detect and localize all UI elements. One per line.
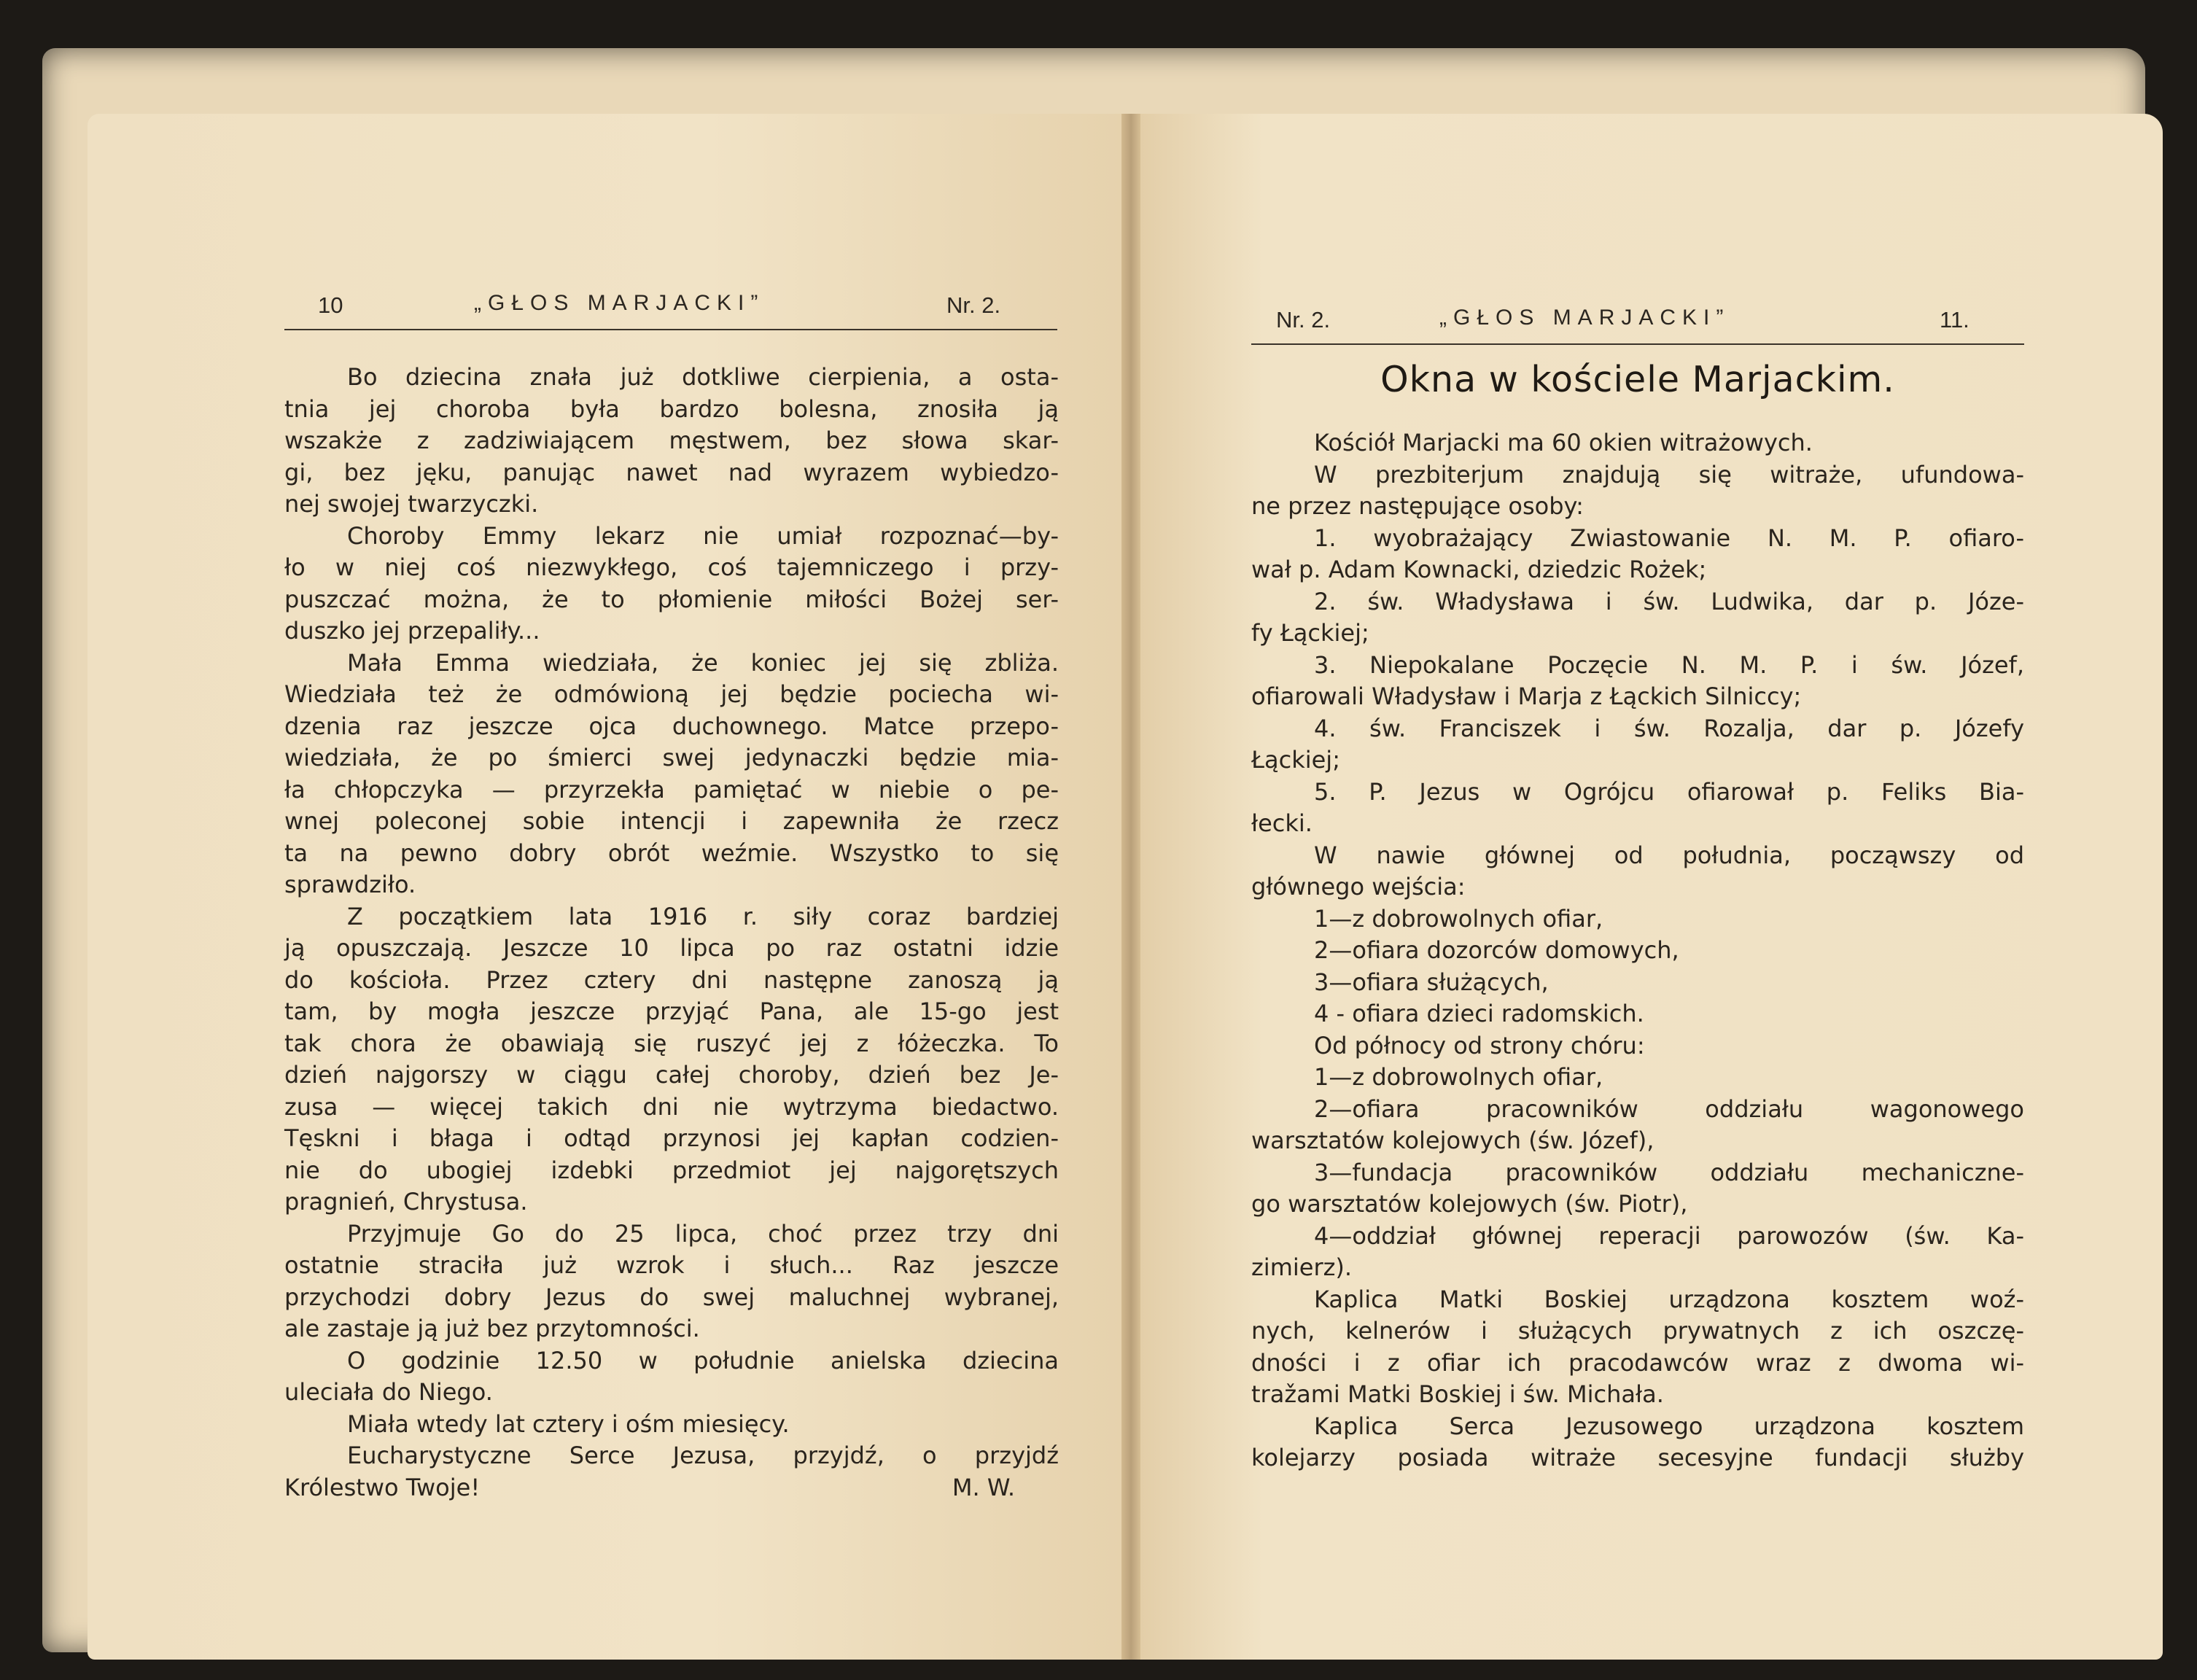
text-line: Bo dziecina znała już dotkliwe cierpienia, a osta-	[347, 363, 1059, 391]
text-line: W prezbiterjum znajdują się witraże, ufundowa-	[1314, 460, 2024, 489]
text-line: Eucharystyczne Serce Jezusa, przyjdź, o przyjdź	[347, 1442, 1059, 1469]
text-line: 5. P. Jezus w Ogrójcu ofiarował p. Feliks Bia-	[1314, 777, 2024, 806]
right-running-header	[1140, 307, 2163, 351]
text-line: Mała Emma wiedziała, że koniec jej się zbliża.	[347, 648, 1059, 677]
text-line: 4—oddział głównej reperacji parowozów (św. Ka-	[1314, 1221, 2024, 1250]
text-line: dności i z ofiar ich pracodawców wraz z dwoma wi-	[1251, 1348, 2024, 1377]
text-line: dzenia raz jeszcze ojca duchownego. Matce przepo-	[284, 712, 1059, 740]
text-line: do kościoła. Przez cztery dni następne zanoszą ją	[284, 965, 1059, 994]
text-line: warsztatów kolejowych (św. Józef),	[1251, 1127, 1654, 1154]
text-line: Łąckiej;	[1251, 746, 1340, 774]
text-line: 1—z dobrowolnych ofiar,	[1314, 1063, 1603, 1091]
text-line: 4. św. Franciszek i św. Rozalja, dar p. Józefy	[1314, 714, 2024, 742]
article-title: Okna w kościele Marjackim.	[1380, 359, 1895, 400]
book-gutter	[1121, 114, 1140, 1660]
left-body-text	[284, 362, 1059, 1504]
text-line: zimierz).	[1251, 1253, 1353, 1281]
text-line: ją opuszczają. Jeszcze 10 lipca po raz ostatni idzie	[284, 934, 1059, 962]
text-line: wał p. Adam Kownacki, dziedzic Rożek;	[1251, 556, 1707, 583]
closing-line	[284, 1472, 1059, 1504]
text-line: ła chłopczyka — przyrzekła pamiętać w niebie o pe-	[284, 775, 1059, 804]
text-line: tražami Matki Boskiej i św. Michała.	[1251, 1380, 1664, 1408]
header-rule	[1251, 343, 2024, 345]
page-number: 10	[318, 292, 343, 318]
text-line: Miała wtedy lat cztery i ośm miesięcy.	[347, 1409, 790, 1438]
text-line: głównego wejścia:	[1251, 873, 1466, 901]
text-line: 2—ofiara pracowników oddziału wagonowego	[1314, 1094, 2024, 1123]
text-line: ło w niej coś niezwykłego, coś tajemniczego i przy-	[284, 553, 1059, 581]
text-line: 3—ofiara służących,	[1314, 968, 1549, 996]
right-page	[1140, 114, 2163, 1660]
text-line: O godzinie 12.50 w południe anielska dziecina	[347, 1346, 1059, 1374]
text-line: 2. św. Władysława i św. Ludwika, dar p. Józe-	[1314, 587, 2024, 615]
text-line: gi, bez jęku, panując nawet nad wyrazem wybiedzo-	[284, 458, 1059, 486]
text-line: tnia jej choroba była bardzo bolesna, znosiła ją	[284, 394, 1059, 423]
text-line: Kościół Marjacki ma 60 okien witrażowych.	[1314, 429, 1813, 456]
text-line: 3—fundacja pracowników oddziału mechaniczne-	[1314, 1158, 2024, 1186]
text-line: 2—ofiara dozorców domowych,	[1314, 936, 1679, 964]
text-line: 3. Niepokalane Poczęcie N. M. P. i św. Józef,	[1314, 650, 2024, 679]
closing-text: Królestwo Twoje!	[284, 1473, 481, 1501]
text-line: Choroby Emmy lekarz nie umiał rozpoznać—by-	[347, 521, 1059, 550]
text-line: Wiedziała też że odmówioną jej będzie pociecha wi-	[284, 680, 1059, 708]
text-line: tam, by mogła jeszcze przyjąć Pana, ale 15-go jest	[284, 998, 1059, 1025]
book-spread	[42, 48, 2145, 1652]
text-line: nej swojej twarzyczki.	[284, 490, 539, 518]
text-line: sprawdziło.	[284, 871, 416, 898]
left-page	[88, 114, 1121, 1660]
text-line: tak chora że obawiają się ruszyć jej z łóżeczka. To	[284, 1029, 1059, 1057]
text-line: 1—z dobrowolnych ofiar,	[1314, 904, 1603, 933]
author-signature: M. W.	[952, 1473, 1015, 1501]
text-line: dzień najgorszy w ciągu całej choroby, dzień bez Je-	[284, 1061, 1059, 1089]
text-line: ofiarowali Władysław i Marja z Łąckich Silniccy;	[1251, 682, 1802, 710]
text-line: uleciała do Niego.	[284, 1378, 493, 1406]
text-line: ta na pewno dobry obrót weźmie. Wszystko to się	[284, 839, 1059, 867]
text-line: duszko jej przepaliły...	[284, 617, 540, 645]
issue-number: Nr. 2.	[946, 292, 1001, 318]
text-line: Tęskni i błaga i odtąd przynosi jej kapłan codzien-	[284, 1124, 1059, 1152]
text-line: Od północy od strony chóru:	[1314, 1031, 1645, 1059]
text-line: 4 - ofiara dzieci radomskich.	[1314, 1000, 1644, 1027]
text-line: łecki.	[1251, 809, 1313, 837]
text-line: nych, kelnerów i służących prywatnych z ich oszczę-	[1251, 1317, 2024, 1345]
issue-number: Nr. 2.	[1276, 307, 1331, 332]
text-line: Z początkiem lata 1916 r. siły coraz bardziej	[347, 902, 1059, 930]
text-line: ale zastaje ją już bez przytomności.	[284, 1315, 700, 1342]
left-running-header	[88, 292, 1121, 336]
text-line: Kaplica Serca Jezusowego urządzona kosztem	[1314, 1412, 2024, 1440]
text-line: wszakże z zadziwiającem męstwem, bez słowa skar-	[284, 427, 1059, 454]
running-title: „GŁOS MARJACKI”	[1439, 306, 1730, 330]
text-line: fy Łąckiej;	[1251, 619, 1369, 647]
text-line: wiedziała, że po śmierci swej jedynaczki będzie mia-	[284, 744, 1059, 771]
right-body-text	[1251, 427, 2024, 1474]
text-line: ostatnie straciła już wzrok i słuch... Raz jeszcze	[284, 1251, 1059, 1279]
header-rule	[284, 329, 1057, 330]
page-number: 11.	[1940, 307, 1969, 332]
running-title: „GŁOS MARJACKI”	[474, 291, 765, 315]
text-line: wnej poleconej sobie intencji i zapewniła że rzecz	[284, 807, 1059, 835]
text-line: przychodzi dobry Jezus do swej maluchnej wybranej,	[284, 1283, 1059, 1311]
text-line: ne przez następujące osoby:	[1251, 492, 1584, 520]
text-line: W nawie głównej od południa, począwszy od	[1314, 841, 2024, 869]
text-line: Przyjmuje Go do 25 lipca, choć przez trzy dni	[347, 1219, 1059, 1248]
text-line: pragnień, Chrystusa.	[284, 1188, 528, 1216]
text-line: zusa — więcej takich dni nie wytrzyma biedactwo.	[284, 1092, 1059, 1121]
text-line: Kaplica Matki Boskiej urządzona kosztem woź-	[1314, 1285, 2024, 1313]
text-line: nie do ubogiej izdebki przedmiot jej najgorętszych	[284, 1156, 1059, 1184]
text-line: puszczać można, że to płomienie miłości Bożej ser-	[284, 585, 1059, 613]
text-line: kolejarzy posiada witraże secesyjne fundacji służby	[1251, 1444, 2024, 1471]
text-line: go warsztatów kolejowych (św. Piotr),	[1251, 1190, 1688, 1218]
text-line: 1. wyobrażający Zwiastowanie N. M. P. ofiaro-	[1314, 524, 2024, 552]
